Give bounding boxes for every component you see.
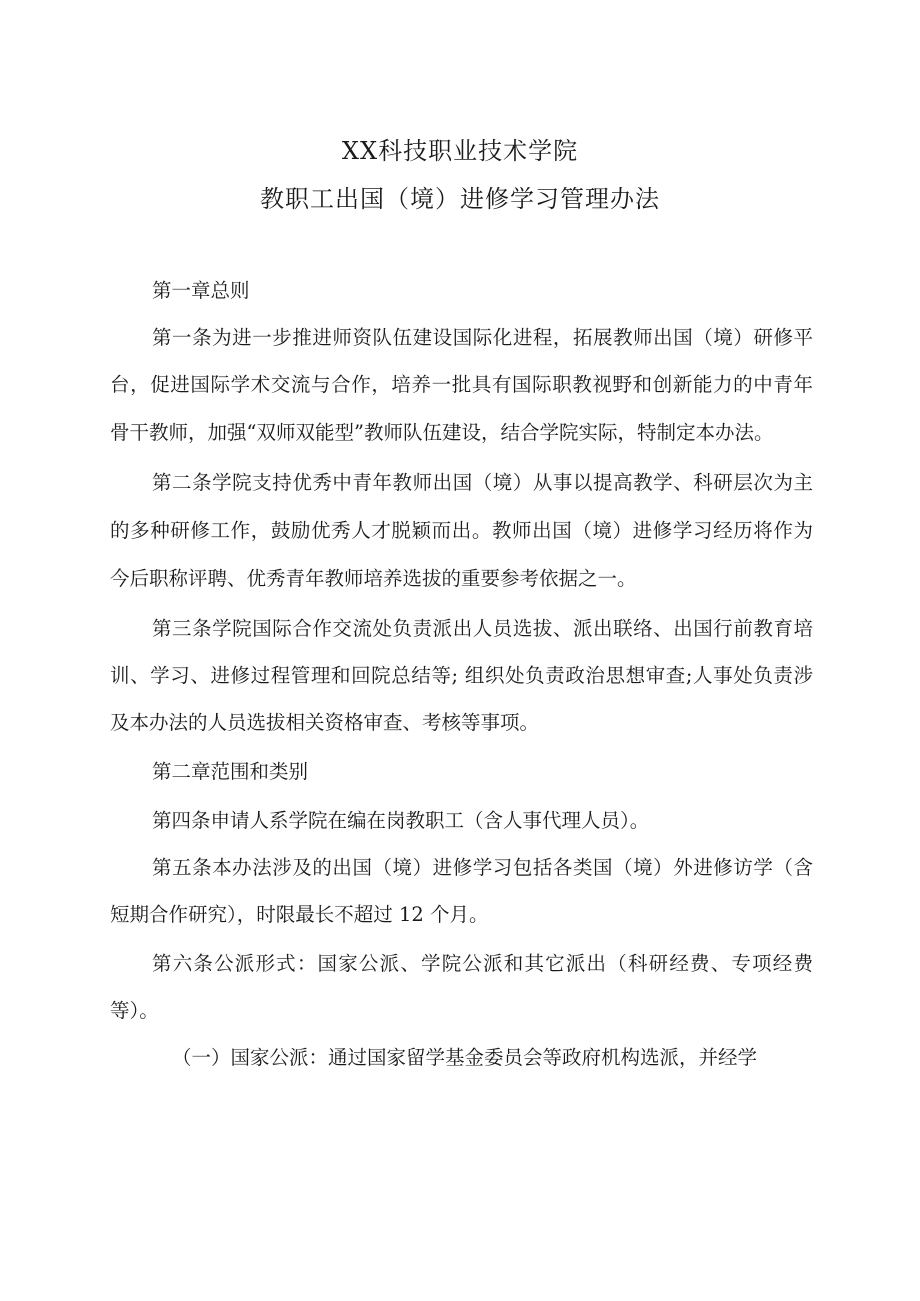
paragraph-line: 第三条学院国际合作交流处负责派出人员选拔、派出联络、出国行前教育培 <box>152 617 813 640</box>
paragraph-line: 第二条学院支持优秀中青年教师出国（境）从事以提高教学、科研层次为主 <box>152 471 813 494</box>
paragraph-line: 今后职称评聘、优秀青年教师培养选拔的重要参考依据之一。 <box>110 567 637 590</box>
paragraph-line: 台，促进国际学术交流与合作，培养一批具有国际职教视野和创新能力的中青年 <box>110 373 813 396</box>
paragraph-line: 等）。 <box>110 999 159 1022</box>
paragraph-line: 训、学习、进修过程管理和回院总结等; 组织处负责政治思想审查;人事处负责涉 <box>110 664 813 687</box>
paragraph-line: 第一条为进一步推进师资队伍建设国际化进程，拓展教师出国（境）研修平 <box>152 326 813 349</box>
paragraph-line: （一）国家公派：通过国家留学基金委员会等政府机构选派，并经学 <box>172 1046 758 1069</box>
paragraph-line: 第四条申请人系学院在编在岗教职工（含人事代理人员）。 <box>152 809 650 832</box>
paragraph-line: 及本办法的人员选拔相关资格审查、考核等事项。 <box>110 711 540 734</box>
paragraph-line: 短期合作研究），时限最长不超过 12 个月。 <box>110 903 489 926</box>
paragraph-line: 第六条公派形式：国家公派、学院公派和其它派出（科研经费、专项经费 <box>152 952 813 975</box>
paragraph-line: 第五条本办法涉及的出国（境）进修学习包括各类国（境）外进修访学（含 <box>152 856 813 879</box>
chapter2-heading: 第二章范围和类别 <box>152 760 309 783</box>
chapter1-heading: 第一章总则 <box>152 279 250 302</box>
document-title-line2: 教职工出国（境）进修学习管理办法 <box>260 185 660 213</box>
paragraph-line: 的多种研修工作，鼓励优秀人才脱颖而出。教师出国（境）进修学习经历将作为 <box>110 519 813 542</box>
document-title-line1: XX科技职业技术学院 <box>341 137 579 165</box>
paragraph-line: 骨干教师，加强“双师双能型”教师队伍建设，结合学院实际，特制定本办法。 <box>110 421 774 444</box>
